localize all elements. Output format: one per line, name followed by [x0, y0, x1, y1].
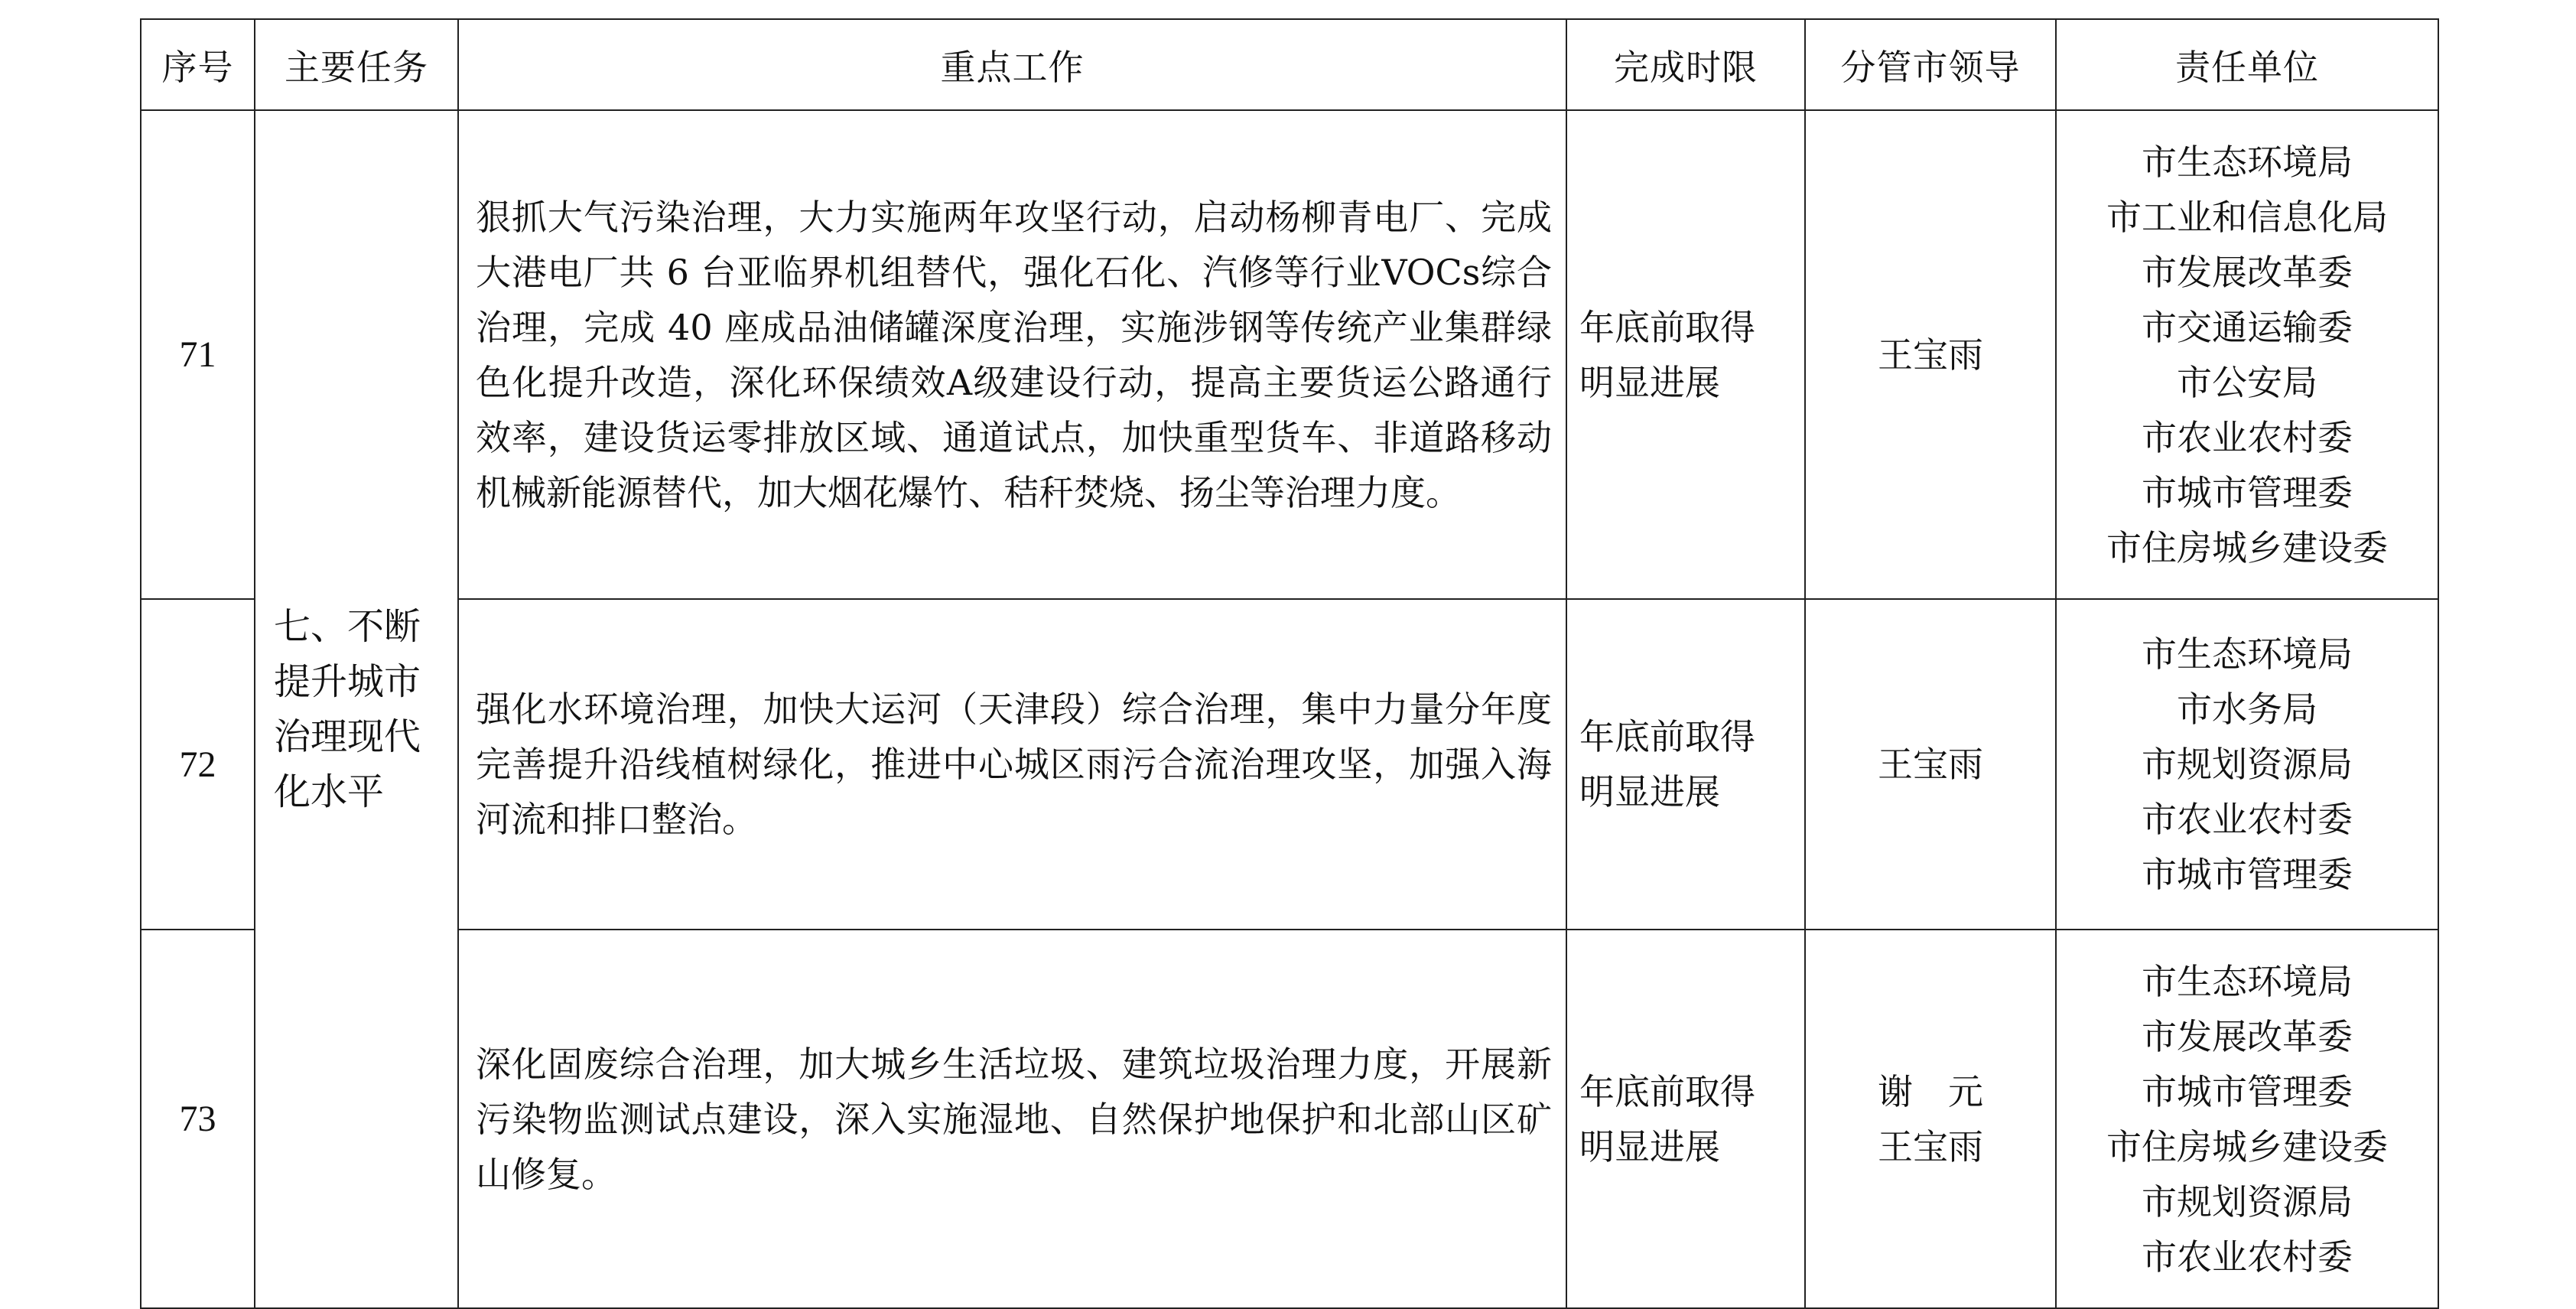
unit-name: 市城市管理委 [2142, 854, 2353, 895]
main-task-cell [255, 110, 458, 1308]
units-cell [2056, 930, 2438, 1308]
leader-name: 王宝雨 [1878, 1125, 1983, 1167]
leader-name: 王宝雨 [1878, 334, 1983, 376]
main-task-line: 七、不断 [274, 605, 421, 648]
unit-name: 市生态环境局 [2142, 960, 2353, 1002]
deadline-line: 明显进展 [1579, 361, 1720, 403]
key-work-text: 狠抓大气污染治理，大力实施两年攻坚行动，启动杨柳青电厂、完成大港电厂共 6 台亚临界机组替代，强化石化、汽修等行业VOCs综合治理，完成 40 座成品油储罐深度治理，实施涉钢等传统产业集群绿色化提升改造，深化环保绩效A级建设行动，提高主要货运公路通行效率，建设货运零排放区域、通道试点，加快重型货车、非道路移动机械新能源替代，加大烟花爆竹、秸秆焚烧、扬尘等治理力度。 [458, 110, 1566, 599]
header-row [141, 19, 2438, 110]
header-deadline: 完成时限 [1566, 19, 1805, 110]
header-units: 责任单位 [2056, 19, 2438, 110]
unit-name: 市生态环境局 [2142, 141, 2353, 183]
unit-name: 市工业和信息化局 [2106, 196, 2388, 238]
main-task-line: 提升城市 [274, 660, 421, 703]
deadline-cell [1566, 930, 1805, 1308]
unit-name: 市交通运输委 [2142, 306, 2353, 348]
row-seq: 71 [141, 110, 255, 599]
leader-cell [1805, 599, 2056, 930]
unit-name: 市住房城乡建设委 [2106, 1125, 2388, 1167]
key-work-text: 深化固废综合治理，加大城乡生活垃圾、建筑垃圾治理力度，开展新污染物监测试点建设，深入实施湿地、自然保护地保护和北部山区矿山修复。 [458, 930, 1566, 1308]
unit-name: 市农业农村委 [2142, 799, 2353, 840]
unit-name: 市发展改革委 [2142, 1015, 2353, 1057]
unit-name: 市城市管理委 [2142, 471, 2353, 513]
unit-name: 市规划资源局 [2142, 744, 2353, 785]
row-seq: 73 [141, 930, 255, 1308]
key-work-text: 强化水环境治理，加快大运河（天津段）综合治理，集中力量分年度完善提升沿线植树绿化，推进中心城区雨污合流治理攻坚，加强入海河流和排口整治。 [458, 599, 1566, 930]
main-task-line: 治理现代 [274, 715, 421, 758]
unit-name: 市发展改革委 [2142, 251, 2353, 293]
deadline-line: 明显进展 [1579, 1125, 1720, 1167]
header-task: 主要任务 [255, 19, 458, 110]
deadline-line: 年底前取得 [1579, 1070, 1755, 1112]
main-task-line: 化水平 [274, 770, 385, 813]
unit-name: 市水务局 [2177, 689, 2317, 730]
units-cell [2056, 110, 2438, 599]
header-leader: 分管市领导 [1805, 19, 2056, 110]
unit-name: 市规划资源局 [2142, 1180, 2353, 1223]
unit-name: 市农业农村委 [2142, 1236, 2353, 1278]
unit-name: 市城市管理委 [2142, 1070, 2353, 1112]
leader-cell [1805, 930, 2056, 1308]
unit-name: 市农业农村委 [2142, 416, 2353, 458]
table-row [141, 110, 2438, 599]
row-seq: 72 [141, 599, 255, 930]
leader-name: 王宝雨 [1878, 744, 1983, 785]
task-table [140, 18, 2439, 1309]
leader-name: 谢 元 [1878, 1070, 1983, 1112]
unit-name: 市住房城乡建设委 [2106, 526, 2388, 568]
table-row [141, 930, 2438, 1308]
units-cell [2056, 599, 2438, 930]
deadline-line: 明显进展 [1579, 771, 1720, 812]
deadline-cell [1566, 110, 1805, 599]
unit-name: 市生态环境局 [2142, 633, 2353, 675]
deadline-cell [1566, 599, 1805, 930]
leader-cell [1805, 110, 2056, 599]
table-row [141, 599, 2438, 930]
deadline-line: 年底前取得 [1579, 716, 1755, 757]
header-seq: 序号 [141, 19, 255, 110]
unit-name: 市公安局 [2177, 361, 2317, 403]
deadline-line: 年底前取得 [1579, 306, 1755, 348]
header-work: 重点工作 [458, 19, 1566, 110]
